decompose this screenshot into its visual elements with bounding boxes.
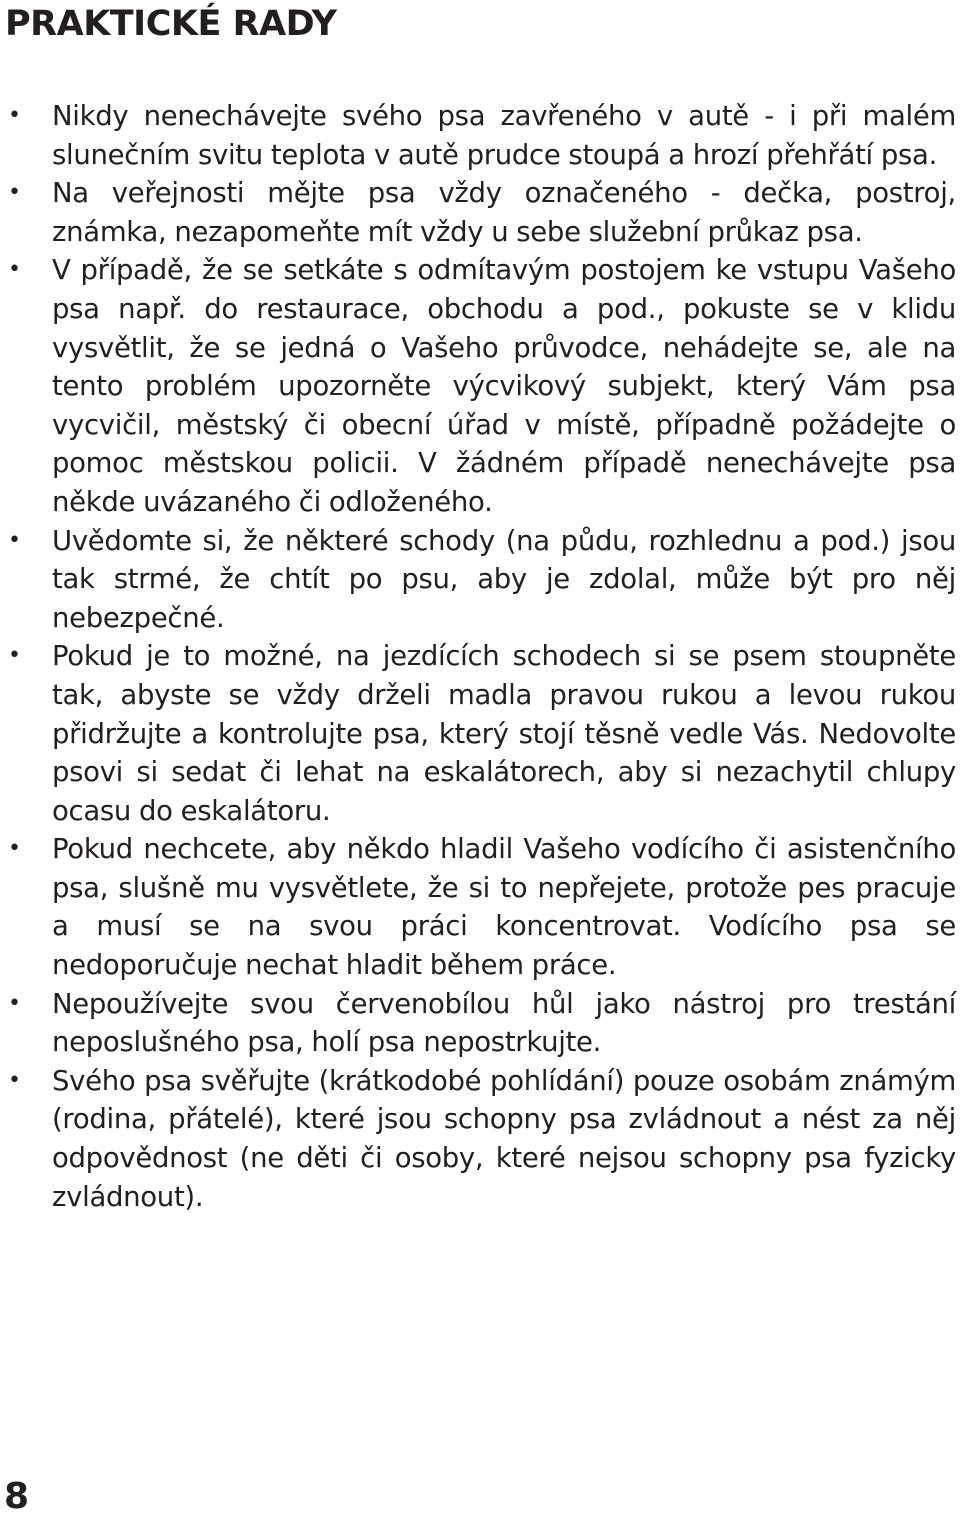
tips-list xyxy=(0,97,960,1216)
tip-text: Nikdy nenechávejte svého psa zavřeného v autě - i při malém slunečním svitu teplota v autě prudce stoupá a hrozí přehřátí psa. xyxy=(52,100,956,171)
list-item xyxy=(0,985,956,1062)
bullet-icon: • xyxy=(8,257,21,283)
page-title: PRAKTICKÉ RADY xyxy=(5,4,337,44)
tip-text: Uvědomte si, že některé schody (na půdu, rozhlednu a pod.) jsou tak strmé, že chtít po psu, aby je zdolal, může být pro něj nebezpečné. xyxy=(52,524,956,634)
bullet-icon: • xyxy=(8,527,21,553)
bullet-icon: • xyxy=(8,990,21,1016)
tip-text: V případě, že se setkáte s odmítavým postojem ke vstupu Vašeho psa např. do restaurace, obchodu a pod., pokuste se v klidu vysvětlit, že se jedná o Vašeho průvodce, nehádejte se, ale na tento problém upozorněte výcvikový subjekt, který Vám psa vycvičil, městský či obecní úřad v místě, případně požádejte o pomoc městskou policii. V žádném případě nenechávejte psa někde uvázaného či odloženého. xyxy=(52,254,956,518)
page-number: 8 xyxy=(4,1476,30,1517)
list-item xyxy=(0,174,956,251)
list-item xyxy=(0,522,956,638)
list-item xyxy=(0,97,956,174)
bullet-icon: • xyxy=(8,1067,21,1093)
tip-text: Pokud nechcete, aby někdo hladil Vašeho vodícího či asistenčního psa, slušně mu vysvětlete, že si to nepřejete, protože pes pracuje a musí se na svou práci koncentrovat. Vodícího psa se nedoporučuje nechat hladit během práce. xyxy=(52,833,956,982)
bullet-icon: • xyxy=(8,836,21,862)
tip-text: Svého psa svěřujte (krátkodobé pohlídání) pouze osobám známým (rodina, přátelé), které jsou schopny psa zvládnout a nést za něj odpovědnost (ne děti či osoby, které nejsou schopny psa fyzicky zvládnout). xyxy=(52,1064,956,1213)
list-item xyxy=(0,251,956,521)
list-item xyxy=(0,830,956,984)
bullet-icon: • xyxy=(8,180,21,206)
bullet-icon: • xyxy=(8,103,21,128)
bullet-icon: • xyxy=(8,643,21,669)
tip-text: Na veřejnosti mějte psa vždy označeného - dečka, postroj, známka, nezapomeňte mít vždy u sebe služební průkaz psa. xyxy=(52,177,956,248)
tip-text: Nepoužívejte svou červenobílou hůl jako nástroj pro trestání neposlušného psa, holí psa nepostrkujte. xyxy=(52,987,956,1059)
tip-text: Pokud je to možné, na jezdících schodech si se psem stoupněte tak, abyste se vždy drželi madla pravou rukou a levou rukou přidržujte a kontrolujte psa, který stojí těsně vedle Vás. Nedovolte psovi si sedat či lehat na eskalátorech, aby si nezachytil chlupy ocasu do eskalátoru. xyxy=(52,640,956,827)
list-item xyxy=(0,637,956,830)
list-item xyxy=(0,1062,956,1216)
